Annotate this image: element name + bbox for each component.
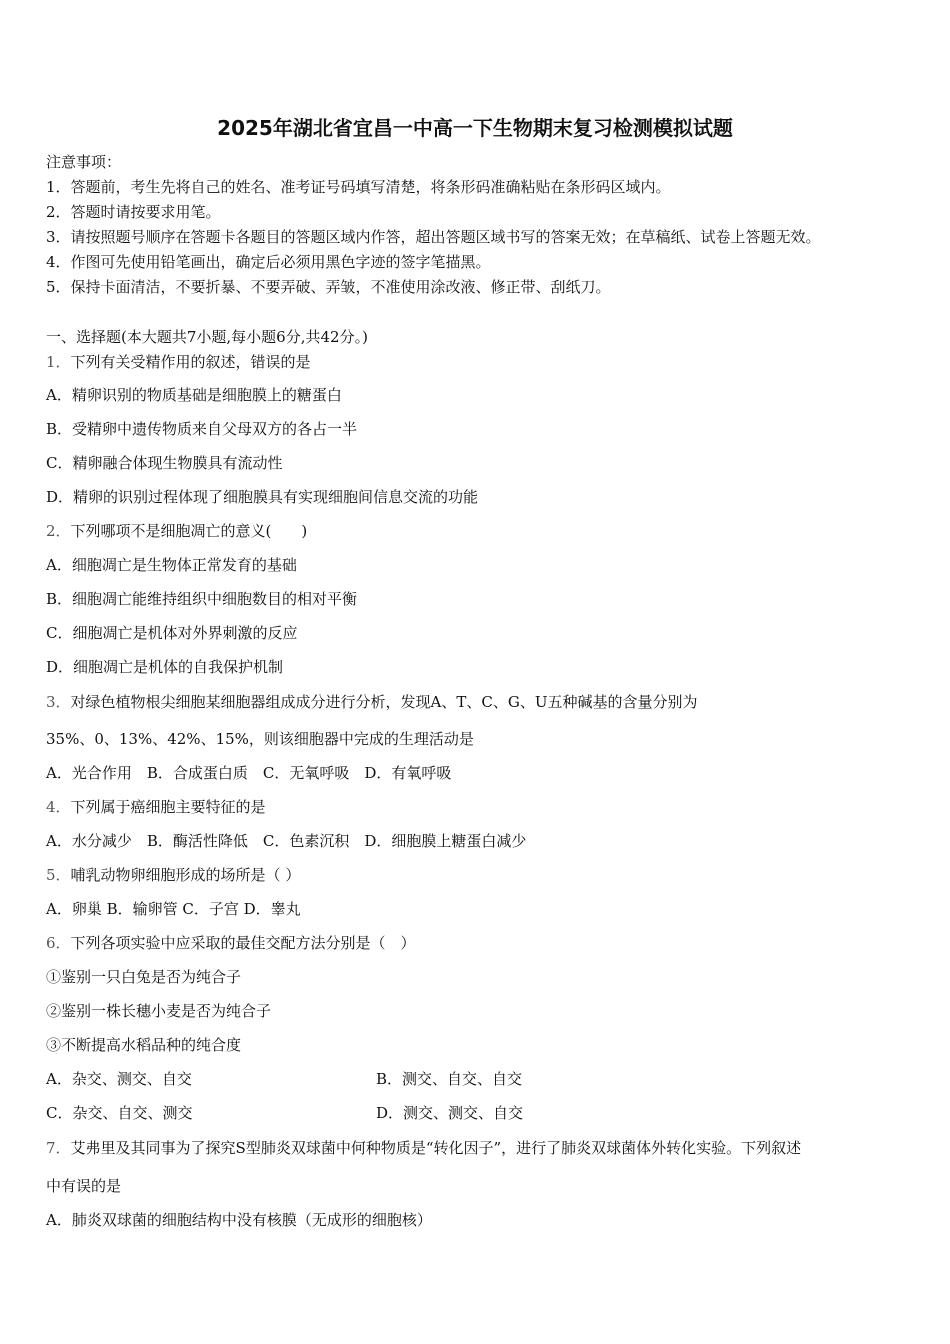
question-1: [46, 352, 311, 372]
question-number: 5．: [46, 866, 71, 884]
q6-option-b: B．测交、自交、自交: [376, 1070, 523, 1088]
question-stem: 下列哪项不是细胞凋亡的意义( ): [70, 522, 308, 540]
q5-options: A．卵巢 B．输卵管 C．子宫 D．睾丸: [46, 900, 301, 918]
question-stem: 艾弗里及其同事为了探究S型肺炎双球菌中何种物质是“转化因子”，进行了肺炎双球菌体外转化实验。下列叙述: [70, 1139, 802, 1157]
question-number: 1．: [46, 353, 71, 371]
question-stem: 下列属于癌细胞主要特征的是: [70, 798, 266, 816]
question-4: [46, 797, 266, 817]
q2-option-d: D．细胞凋亡是机体的自我保护机制: [46, 658, 284, 676]
question-5: [46, 865, 300, 885]
question-number: 7．: [46, 1139, 71, 1157]
q2-option-c: C．细胞凋亡是机体对外界刺激的反应: [46, 624, 298, 642]
note-item-2: 2．答题时请按要求用笔。: [46, 203, 221, 221]
q2-option-b: B．细胞凋亡能维持组织中细胞数目的相对平衡: [46, 590, 358, 608]
q1-option-a: A．精卵识别的物质基础是细胞膜上的糖蛋白: [46, 386, 342, 404]
q7-option-a: A．肺炎双球菌的细胞结构中没有核膜（无成形的细胞核）: [46, 1211, 432, 1229]
note-item-5: 5．保持卡面清洁，不要折暴、不要弄破、弄皱，不准使用涂改液、修正带、刮纸刀。: [46, 278, 611, 296]
question-number: 3．: [46, 693, 71, 711]
question-stem: 对绿色植物根尖细胞某细胞器组成成分进行分析，发现A、T、C、G、U五种碱基的含量分别为: [70, 693, 698, 711]
q3-options: A．光合作用 B．合成蛋白质 C．无氧呼吸 D．有氧呼吸: [46, 764, 452, 782]
page-title: 2025年湖北省宜昌一中高一下生物期末复习检测模拟试题: [217, 116, 733, 140]
q4-options: A．水分减少 B．酶活性降低 C．色素沉积 D．细胞膜上糖蛋白减少: [46, 832, 527, 850]
section-heading: 一、选择题(本大题共7小题,每小题6分,共42分。): [46, 328, 368, 346]
question-stem: 哺乳动物卵细胞形成的场所是（ ）: [70, 866, 301, 884]
question-2: [46, 521, 307, 541]
q6-item-3: ③不断提高水稻品种的纯合度: [46, 1036, 242, 1054]
q1-option-b: B．受精卵中遗传物质来自父母双方的各占一半: [46, 420, 358, 438]
note-item-1: 1．答题前，考生先将自己的姓名、准考证号码填写清楚，将条形码准确粘贴在条形码区域内。: [46, 178, 671, 196]
q6-option-d: D．测交、测交、自交: [376, 1104, 524, 1122]
q1-option-c: C．精卵融合体现生物膜具有流动性: [46, 454, 283, 472]
note-item-4: 4．作图可先使用铅笔画出，确定后必须用黑色字迹的签字笔描黑。: [46, 253, 491, 271]
notes-heading: 注意事项：: [46, 153, 122, 171]
q2-option-a: A．细胞凋亡是生物体正常发育的基础: [46, 556, 297, 574]
question-number: 4．: [46, 798, 71, 816]
q6-option-c: C．杂交、自交、测交: [46, 1104, 193, 1122]
question-3: [46, 692, 698, 712]
q6-option-a: A．杂交、测交、自交: [46, 1070, 192, 1088]
note-item-3: 3．请按照题号顺序在答题卡各题目的答题区域内作答，超出答题区域书写的答案无效；在草稿纸、试卷上答题无效。: [46, 228, 821, 246]
question-stem: 下列各项实验中应采取的最佳交配方法分别是（ ）: [70, 934, 416, 952]
question-7: [46, 1138, 801, 1158]
question-stem: 下列有关受精作用的叙述，错误的是: [70, 353, 311, 371]
question-number: 2．: [46, 522, 71, 540]
q6-item-2: ②鉴别一株长穗小麦是否为纯合子: [46, 1002, 272, 1020]
q1-option-d: D．精卵的识别过程体现了细胞膜具有实现细胞间信息交流的功能: [46, 488, 479, 506]
q3-stem-continued: 35%、0、13%、42%、15%，则该细胞器中完成的生理活动是: [46, 730, 474, 748]
question-number: 6．: [46, 934, 71, 952]
question-6: [46, 933, 416, 953]
q6-item-1: ①鉴别一只白兔是否为纯合子: [46, 968, 242, 986]
q7-stem-continued: 中有误的是: [46, 1177, 122, 1195]
